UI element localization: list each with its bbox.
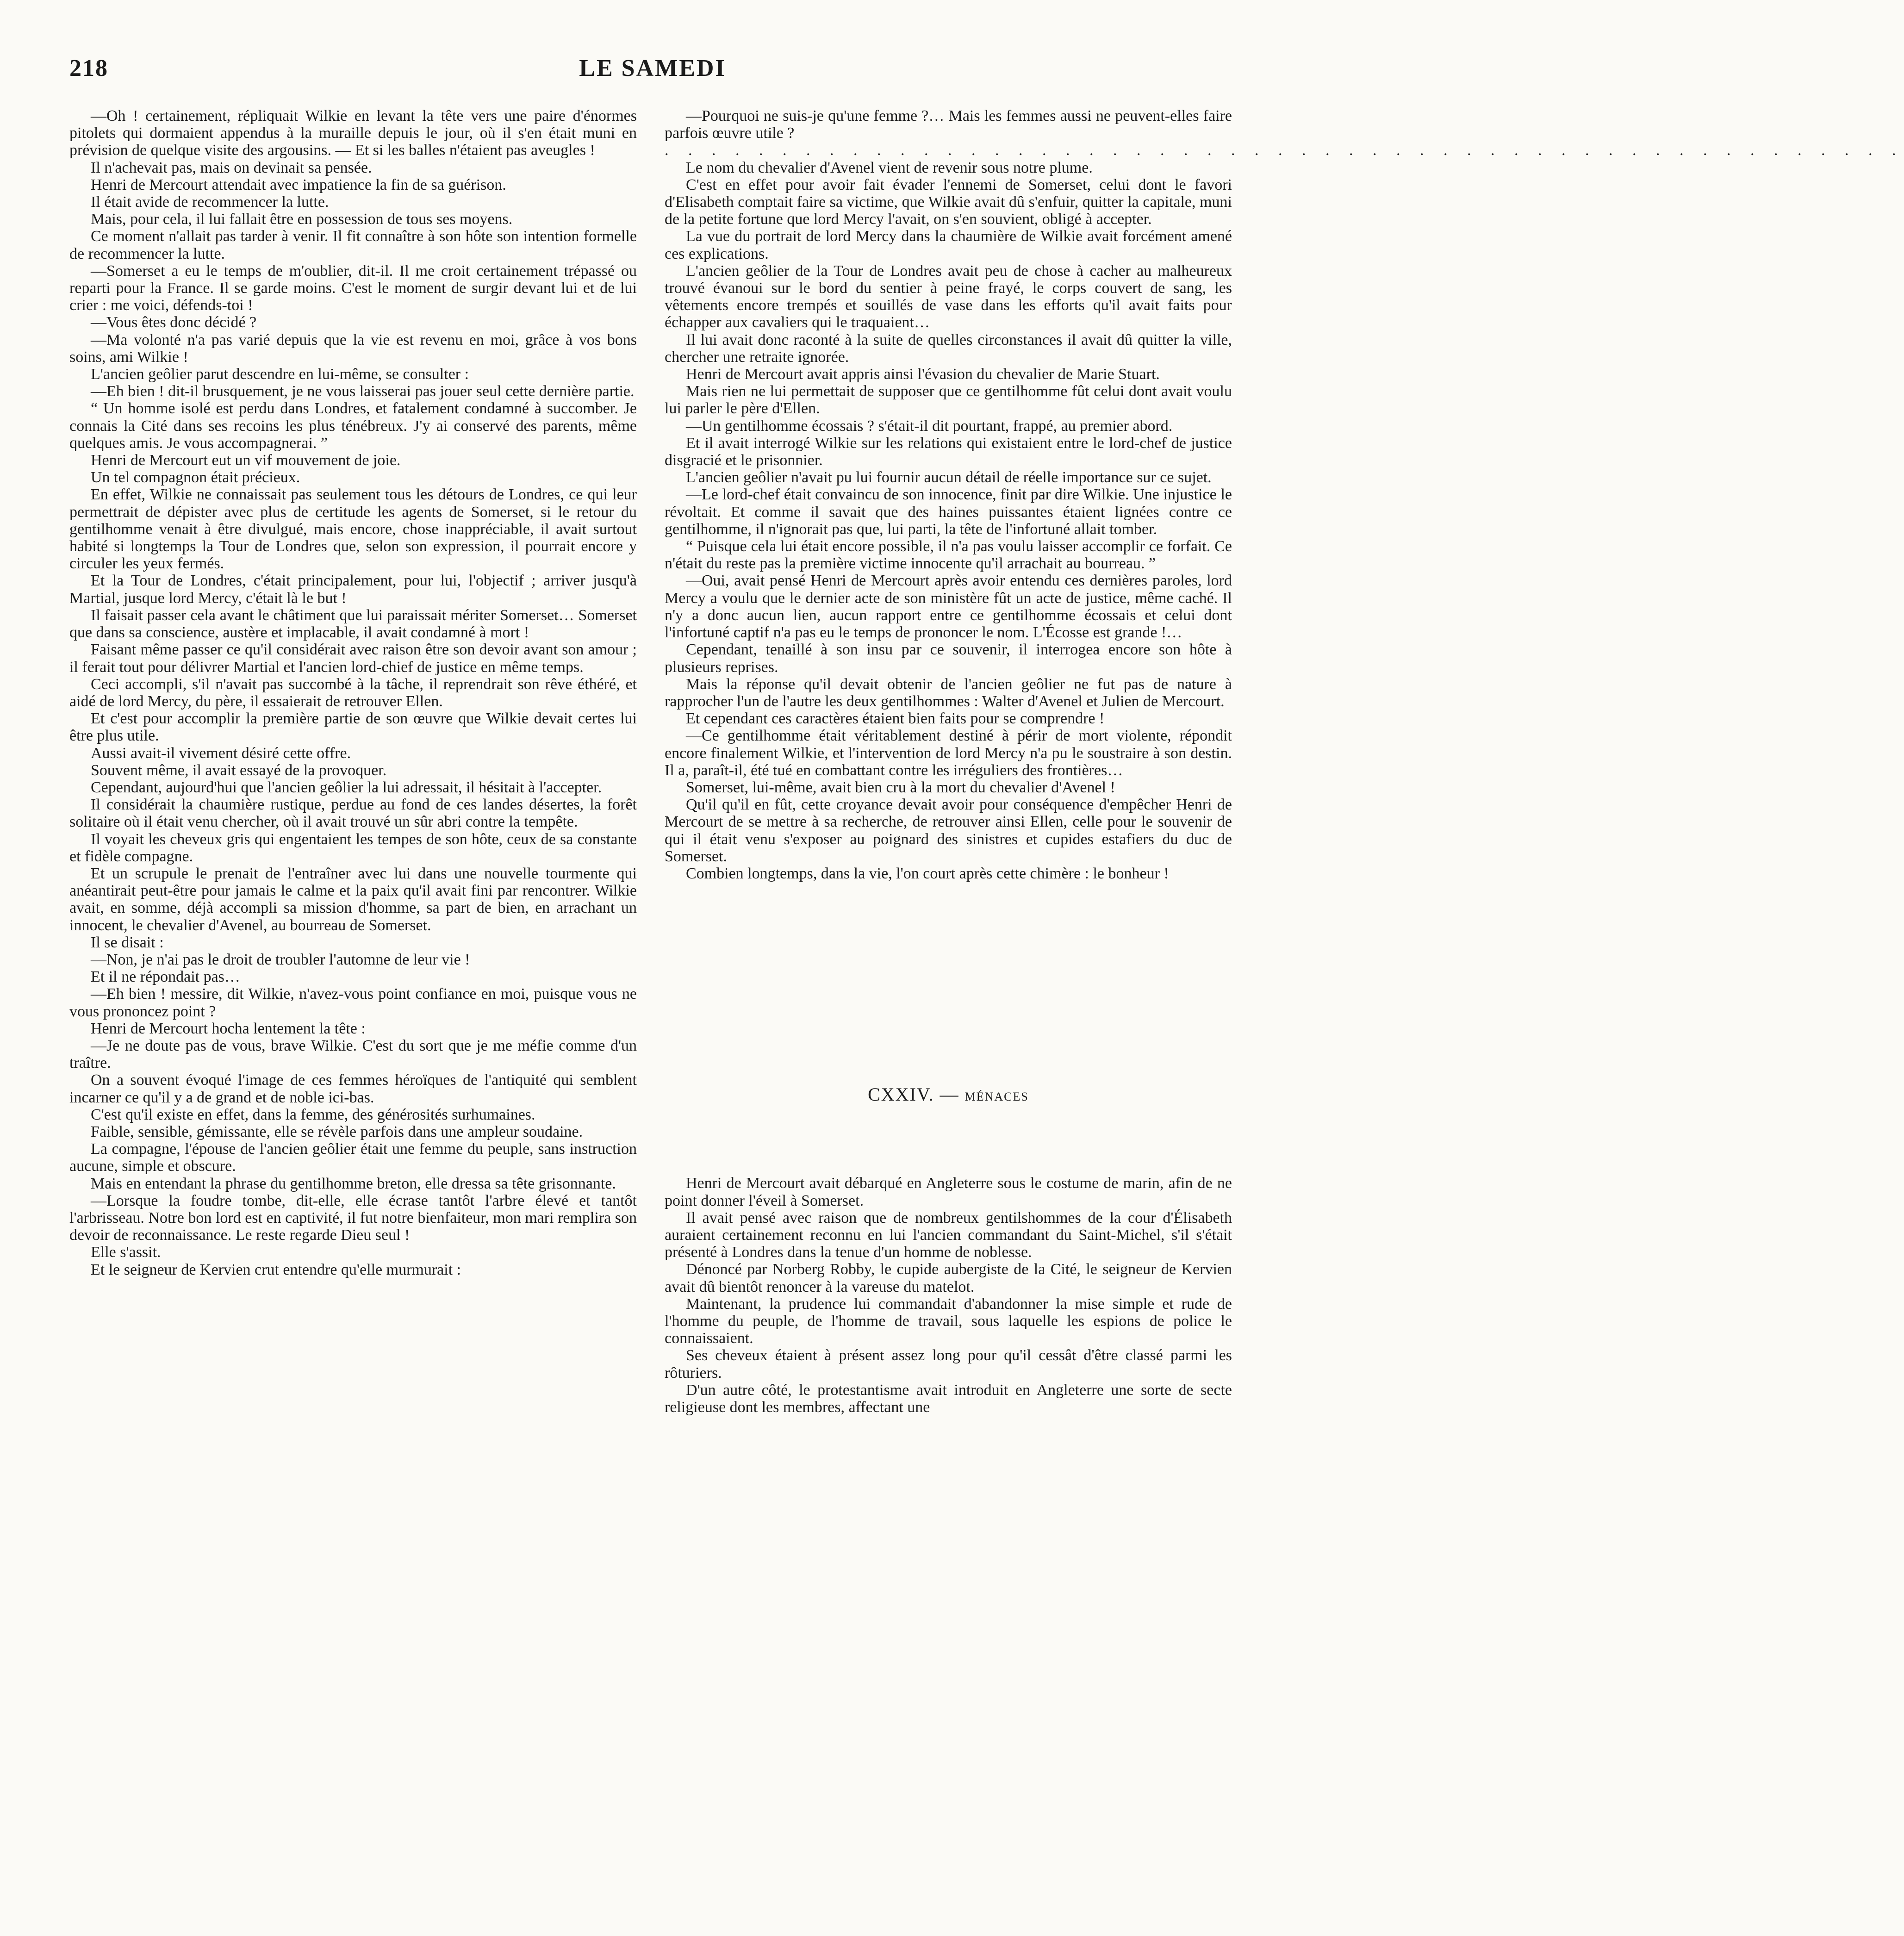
paragraph: —Oui, avait pensé Henri de Mercourt après avoir entendu ces dernières paroles, lord Mercy a voulu que le dernier acte de son ministère fût un acte de justice, même caché. Il n'y a donc aucun lien, aucun rapport entre ce gentilhomme écossais et celui dont l'infortuné captif n'a pas eu le temps de prononcer le nom. L'Écosse est grande !… [665,572,1232,641]
paragraph: Mais la réponse qu'il devait obtenir de l'ancien geôlier ne fut pas de nature à rapprocher l'un de l'autre les deux gentilhommes : Walter d'Avenel et Julien de Mercourt. [665,675,1232,710]
paragraph: Et le seigneur de Kervien crut entendre qu'elle murmurait : [91,1261,461,1278]
paragraph: Ses cheveux étaient à présent assez long pour qu'il cessât d'être classé parmi les rôturiers. [665,1347,1232,1382]
paragraph: Cependant, aujourd'hui que l'ancien geôlier la lui adressait, il hésitait à l'accepter. [91,778,602,796]
paragraph: Il faisait passer cela avant le châtiment que lui paraissait mériter Somerset… Somerset que dans sa conscience, austère et implacable, il avait condamné à mort ! [69,606,637,641]
paragraph: D'un autre côté, le protestantisme avait introduit en Angleterre une sorte de secte religieuse dont les membres, affectant une [665,1381,1232,1416]
chapter-title: MÉNACES [964,1090,1029,1104]
paragraph: Henri de Mercourt attendait avec impatience la fin de sa guérison. [91,176,506,193]
paragraph: Il avait pensé avec raison que de nombreux gentilshommes de la cour d'Élisabeth auraient certainement reconnu en lui l'ancien commandant du Saint-Michel, s'il s'était présenté à Londres dans la tenue d'un homme de noblesse. [665,1209,1232,1261]
paragraph: La vue du portrait de lord Mercy dans la chaumière de Wilkie avait forcément amené ces explications. [665,228,1232,262]
paragraph: —Lorsque la foudre tombe, dit-elle, elle écrase tantôt l'arbre élevé et tantôt l'arbrisseau. Notre bon lord est en captivité, il fut notre bienfaiteur, mon mari remplira son devoir de reconnaissance. Le reste regarde Dieu seul ! [69,1192,637,1244]
paragraph: Souvent même, il avait essayé de la provoquer. [91,761,387,779]
paragraph: Et il ne répondait pas… [91,968,240,986]
paragraph: Il n'achevait pas, mais on devinait sa pensée. [91,159,372,176]
paragraph: Henri de Mercourt avait débarqué en Angleterre sous le costume de marin, afin de ne point donner l'éveil à Somerset. [665,1175,1232,1209]
paragraph: L'ancien geôlier de la Tour de Londres avait peu de chose à cacher au malheureux trouvé évanoui sur le bord du sentier à peine frayé, le corps couvert de sang, les vêtements encore trempés et souillés de vase dans les efforts qu'il avait faits pour échapper aux cavaliers qui le traquaient… [665,262,1232,331]
paragraph: Aussi avait-il vivement désiré cette offre. [91,744,351,762]
paragraph: —Le lord-chef était convaincu de son innocence, finit par dire Wilkie. Une injustice le révoltait. Et comme il savait que des haines puissantes étaient lignées contre ce gentilhomme, il n'ignorait pas que, lui parti, la tête de l'infortuné allait tomber. [665,486,1232,538]
paragraph: —Je ne doute pas de vous, brave Wilkie. C'est du sort que je me méfie comme d'un traître. [69,1037,637,1072]
paragraph: —Eh bien ! messire, dit Wilkie, n'avez-vous point confiance en moi, puisque vous ne vous prononcez point ? [69,985,637,1020]
paragraph: —Ma volonté n'a pas varié depuis que la vie est revenu en moi, grâce à vos bons soins, ami Wilkie ! [69,331,637,366]
paragraph: Il considérait la chaumière rustique, perdue au fond de ces landes désertes, la forêt solitaire où il était venu chercher, où il avait trouvé un sûr abri contre la tempête. [69,796,637,831]
paragraph: Qu'il qu'il en fût, cette croyance devait avoir pour conséquence d'empêcher Henri de Mercourt de se mettre à sa recherche, de retrouver ainsi Ellen, celle pour le souvenir de qui il était venu s'exposer au poignard des sinistres et cupides estafiers du duc de Somerset. [665,796,1232,865]
paragraph: “ Un homme isolé est perdu dans Londres, et fatalement condamné à succomber. Je connais la Cité dans ses recoins les plus ténébreux. J'y ai conservé des parents, même quelques amis. Je vous accompagnerai. ” [69,400,637,452]
paragraph: Il était avide de recommencer la lutte. [91,193,329,211]
paragraph: Somerset, lui-même, avait bien cru à la mort du chevalier d'Avenel ! [686,778,1115,796]
paragraph: Ce moment n'allait pas tarder à venir. Il fit connaître à son hôte son intention formelle de recommencer la lutte. [69,228,637,262]
paragraph: —Un gentilhomme écossais ? s'était-il dit pourtant, frappé, au premier abord. [686,417,1173,435]
paragraph: Il lui avait donc raconté à la suite de quelles circonstances il avait dû quitter la ville, chercher une retraite ignorée. [665,331,1232,366]
paragraph: Et c'est pour accomplir la première partie de son œuvre que Wilkie devait certes lui être plus utile. [69,710,637,745]
paragraph: Le nom du chevalier d'Avenel vient de revenir sous notre plume. [686,159,1093,176]
page-header [69,55,1236,92]
paragraph: Il voyait les cheveux gris qui engentaient les tempes de son hôte, ceux de sa constante et fidèle compagne. [69,830,637,865]
paragraph: “ Puisque cela lui était encore possible, il n'a pas voulu laisser accomplir ce forfait. Ce n'était du reste pas la première victime innocente qu'il arrachait au bourreau. ” [665,538,1232,573]
paragraph: Henri de Mercourt hocha lentement la tête : [91,1020,366,1037]
paragraph: C'est qu'il existe en effet, dans la femme, des générosités surhumaines. [91,1106,535,1123]
paragraph: Mais en entendant la phrase du gentilhomme breton, elle dressa sa tête grisonnante. [91,1175,616,1192]
paragraph: L'ancien geôlier parut descendre en lui-même, se consulter : [91,366,469,383]
paragraph: Mais, pour cela, il lui fallait être en possession de tous ses moyens. [91,211,513,228]
paragraph: On a souvent évoqué l'image de ces femmes héroïques de l'antiquité qui semblent incarner ce qu'il y a de grand et de noble ici-bas. [69,1071,637,1106]
paragraph: Cependant, tenaillé à son insu par ce souvenir, il interrogea encore son hôte à plusieurs reprises. [665,641,1232,676]
paragraph: —Somerset a eu le temps de m'oublier, dit-il. Il me croit certainement trépassé ou reparti pour la France. Il se garde moins. C'est le moment de surgir devant lui et de lui crier : me voici, défends-toi ! [69,262,637,314]
paragraph: Maintenant, la prudence lui commandait d'abandonner la mise simple et rude de l'homme du peuple, de l'homme de travail, sous laquelle les espions de police le connaissaient. [665,1295,1232,1347]
paragraph: Et cependant ces caractères étaient bien faits pour se comprendre ! [686,710,1105,728]
paragraph: La compagne, l'épouse de l'ancien geôlier était une femme du peuple, sans instruction aucune, simple et obscure. [69,1140,637,1175]
paragraph: Un tel compagnon était précieux. [91,469,300,486]
paragraph: —Pourquoi ne suis-je qu'une femme ?… Mais les femmes aussi ne peuvent-elles faire parfois œuvre utile ? [665,107,1232,142]
paragraph: Faible, sensible, gémissante, elle se révèle parfois dans une ampleur soudaine. [91,1123,583,1140]
paragraph: C'est en effet pour avoir fait évader l'ennemi de Somerset, celui dont le favori d'Elisabeth comptait faire sa victime, que Wilkie avait dû s'enfuir, quitter la capitale, muni de la petite fortune que lord Mercy l'avait, on s'en souvient, obligé à accepter. [665,176,1232,228]
paragraph: Henri de Mercourt eut un vif mouvement de joie. [91,452,401,469]
paragraph: Elle s'assit. [91,1244,161,1261]
ellipsis-separator: . . . . . . . . . . . . . . . . . . . . . . . . . . . . . . . . . . . . . . . . . . . . . . . . . . . . . [665,142,1904,159]
paragraph: Faisant même passer ce qu'il considérait avec raison être son devoir avant son amour ; il ferait tout pour délivrer Martial et l'ancien lord-chief de justice en même temps. [69,641,637,676]
paragraph: Mais rien ne lui permettait de supposer que ce gentilhomme fût celui dont avait voulu lui parler le père d'Ellen. [665,383,1232,417]
paragraph: Il se disait : [91,934,164,951]
chapter-heading [665,1086,1232,1105]
paragraph: Et il avait interrogé Wilkie sur les relations qui existaient entre le lord-chef de justice disgracié et le prisonnier. [665,434,1232,469]
paragraph: Henri de Mercourt avait appris ainsi l'évasion du chevalier de Marie Stuart. [686,366,1160,383]
paragraph: Et un scrupule le prenait de l'entraîner avec lui dans une nouvelle tourmente qui anéantirait peut-être pour jamais le calme et la paix qu'il avait fini par rencontrer. Wilkie avait, en somme, déjà accompli sa mission d'homme, sa part de bien, en arrachant un innocent, le chevalier d'Avenel, au bourreau de Somerset. [69,865,637,934]
paragraph: —Vous êtes donc décidé ? [91,314,257,331]
page-number: 218 [69,55,108,81]
paragraph: —Eh bien ! dit-il brusquement, je ne vous laisserai pas jouer seul cette dernière partie. [91,383,635,400]
paragraph: —Non, je n'ai pas le droit de troubler l'automne de leur vie ! [91,951,470,968]
paragraph: En effet, Wilkie ne connaissait pas seulement tous les détours de Londres, ce qui leur permettrait de dépister avec plus de certitude les agents de Somerset, si le retour du gentilhomme venait à être divulgué, mais encore, chose inappréciable, il avait surtout habité si longtemps la Tour de Londres que, selon son expression, il pourrait encore y circuler les yeux fermés. [69,486,637,573]
paragraph: Dénoncé par Norberg Robby, le cupide aubergiste de la Cité, le seigneur de Kervien avait dû bientôt renoncer à la vareuse du matelot. [665,1261,1232,1295]
running-title: LE SAMEDI [579,55,726,81]
paragraph: Combien longtemps, dans la vie, l'on court après cette chimère : le bonheur ! [686,865,1169,882]
paragraph: —Oh ! certainement, répliquait Wilkie en levant la tête vers une paire d'énormes pitolets qui dormaient appendus à la muraille depuis le jour, où il s'en était muni en prévision de quelque visite des argousins. — Et si les balles n'étaient pas aveugles ! [69,107,637,159]
right-column [665,107,1904,1416]
left-column [69,107,637,1278]
paragraph: Et la Tour de Londres, c'était principalement, pour lui, l'objectif ; arriver jusqu'à Martial, jusque lord Mercy, c'était là le but ! [69,572,637,607]
paragraph: L'ancien geôlier n'avait pu lui fournir aucun détail de réelle importance sur ce sujet. [686,469,1212,486]
chapter-number: CXXIV. — [868,1084,959,1105]
paragraph: Ceci accompli, s'il n'avait pas succombé à la tâche, il reprendrait son rêve éthéré, et aidé de lord Mercy, du père, il essaierait de retrouver Ellen. [69,675,637,710]
paragraph: —Ce gentilhomme était véritablement destiné à périr de mort violente, répondit encore finalement Wilkie, et l'intervention de lord Mercy n'a pu le soustraire à son destin. Il a, paraît-il, été tué en combattant contre les irréguliers des frontières… [665,727,1232,779]
